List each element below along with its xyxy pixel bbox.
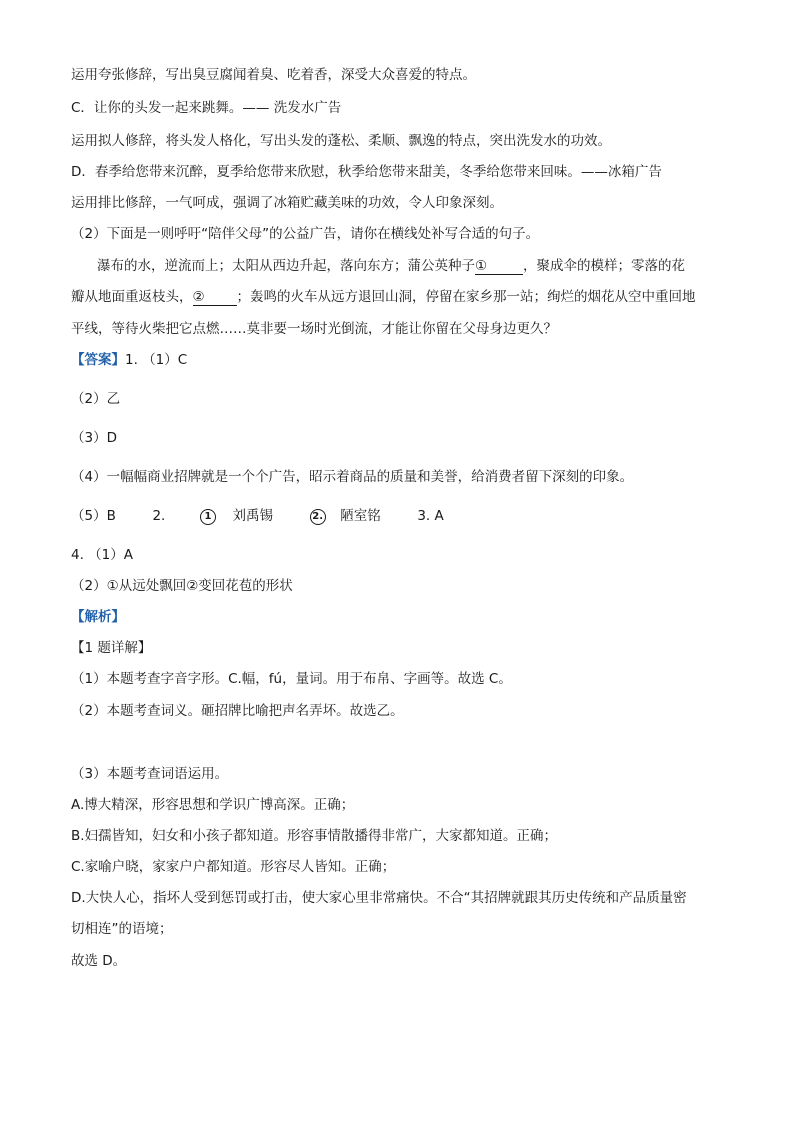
detail-3-c: C.家喻户晓，家家户户都知道。形容尽人皆知。正确；	[71, 859, 396, 875]
detail-3-a: A.博大精深，形容思想和学识广博高深。正确；	[71, 797, 355, 813]
answer-5: （5）B	[71, 508, 116, 524]
detail-heading: 【1 题详解】	[71, 640, 152, 656]
blank-2: ②	[193, 290, 237, 306]
answer-2: （2）乙	[71, 391, 121, 407]
answer-3: （3）D	[71, 430, 117, 446]
answer-q2-number: 2.	[152, 508, 166, 524]
answer-5-line	[71, 507, 734, 525]
detail-1: （1）本题考查字音字形。C.幅，fú，量词。用于布帛、字画等。故选 C。	[71, 671, 512, 687]
option-c: C．让你的头发一起来跳舞。—— 洗发水广告	[71, 100, 342, 116]
passage-text: ；轰鸣的火车从远方退回山洞，停留在家乡那一站；绚烂的烟花从空中重回地	[236, 289, 696, 305]
answer-q3: 3. A	[417, 508, 444, 524]
answer-1: 1. （1）C	[125, 352, 188, 368]
passage-line-2	[71, 288, 734, 306]
passage-text: 瓣从地面重返枝头，	[71, 289, 193, 305]
detail-2: （2）本题考查词义。砸招牌比喻把声名弄坏。故选乙。	[71, 703, 404, 719]
answer-q4-2: （2）①从远处飘回②变回花苞的形状	[71, 578, 293, 594]
detail-3-conclusion: 故选 D。	[71, 953, 127, 969]
question-2: （2）下面是一则呼吁“陪伴父母”的公益广告，请你在横线处补写合适的句子。	[71, 226, 540, 242]
text-line: 运用夸张修辞，写出臭豆腐闻着臭、吃着香，深受大众喜爱的特点。	[71, 67, 476, 83]
answer-title: 陋室铭	[340, 508, 381, 524]
analysis-label: 【解析】	[71, 609, 125, 625]
blank-1: ①	[475, 259, 523, 275]
option-d: D．春季给您带来沉醉，夏季给您带来欣慰，秋季给您带来甜美，冬季给您带来回味。——冰箱广告	[71, 164, 662, 180]
text-line: 运用排比修辞，一气呵成，强调了冰箱贮藏美味的功效，令人印象深刻。	[71, 195, 503, 211]
answer-line	[71, 351, 734, 369]
text-line: 运用拟人修辞，将头发人格化，写出头发的蓬松、柔顺、飘逸的特点，突出洗发水的功效。	[71, 133, 611, 149]
circled-one-icon: 1	[200, 509, 216, 525]
answer-q4-1: 4. （1）A	[71, 547, 133, 563]
detail-3-d: D.大快人心，指坏人受到惩罚或打击，使大家心里非常痛快。不合“其招牌就跟其历史传统和产品质量密	[71, 890, 687, 906]
answer-author: 刘禹锡	[232, 508, 274, 524]
passage-line-1	[97, 257, 734, 275]
detail-3: （3）本题考查词语运用。	[71, 766, 229, 782]
passage-line-3: 平线，等待火柴把它点燃……莫非要一场时光倒流，才能让你留在父母身边更久？	[71, 321, 557, 337]
circled-two-icon: 2.	[310, 509, 326, 525]
passage-text: ，聚成伞的模样；零落的花	[523, 258, 685, 274]
answer-label: 【答案】	[71, 352, 125, 368]
answer-4: （4）一幅幅商业招牌就是一个个广告，昭示着商品的质量和美誉，给消费者留下深刻的印象。	[71, 469, 634, 485]
detail-3-d-cont: 切相连”的语境；	[71, 921, 173, 937]
passage-text: 瀑布的水，逆流而上；太阳从西边升起，落向东方；蒲公英种子	[97, 258, 475, 274]
detail-3-b: B.妇孺皆知，妇女和小孩子都知道。形容事情散播得非常广，大家都知道。正确；	[71, 828, 558, 844]
